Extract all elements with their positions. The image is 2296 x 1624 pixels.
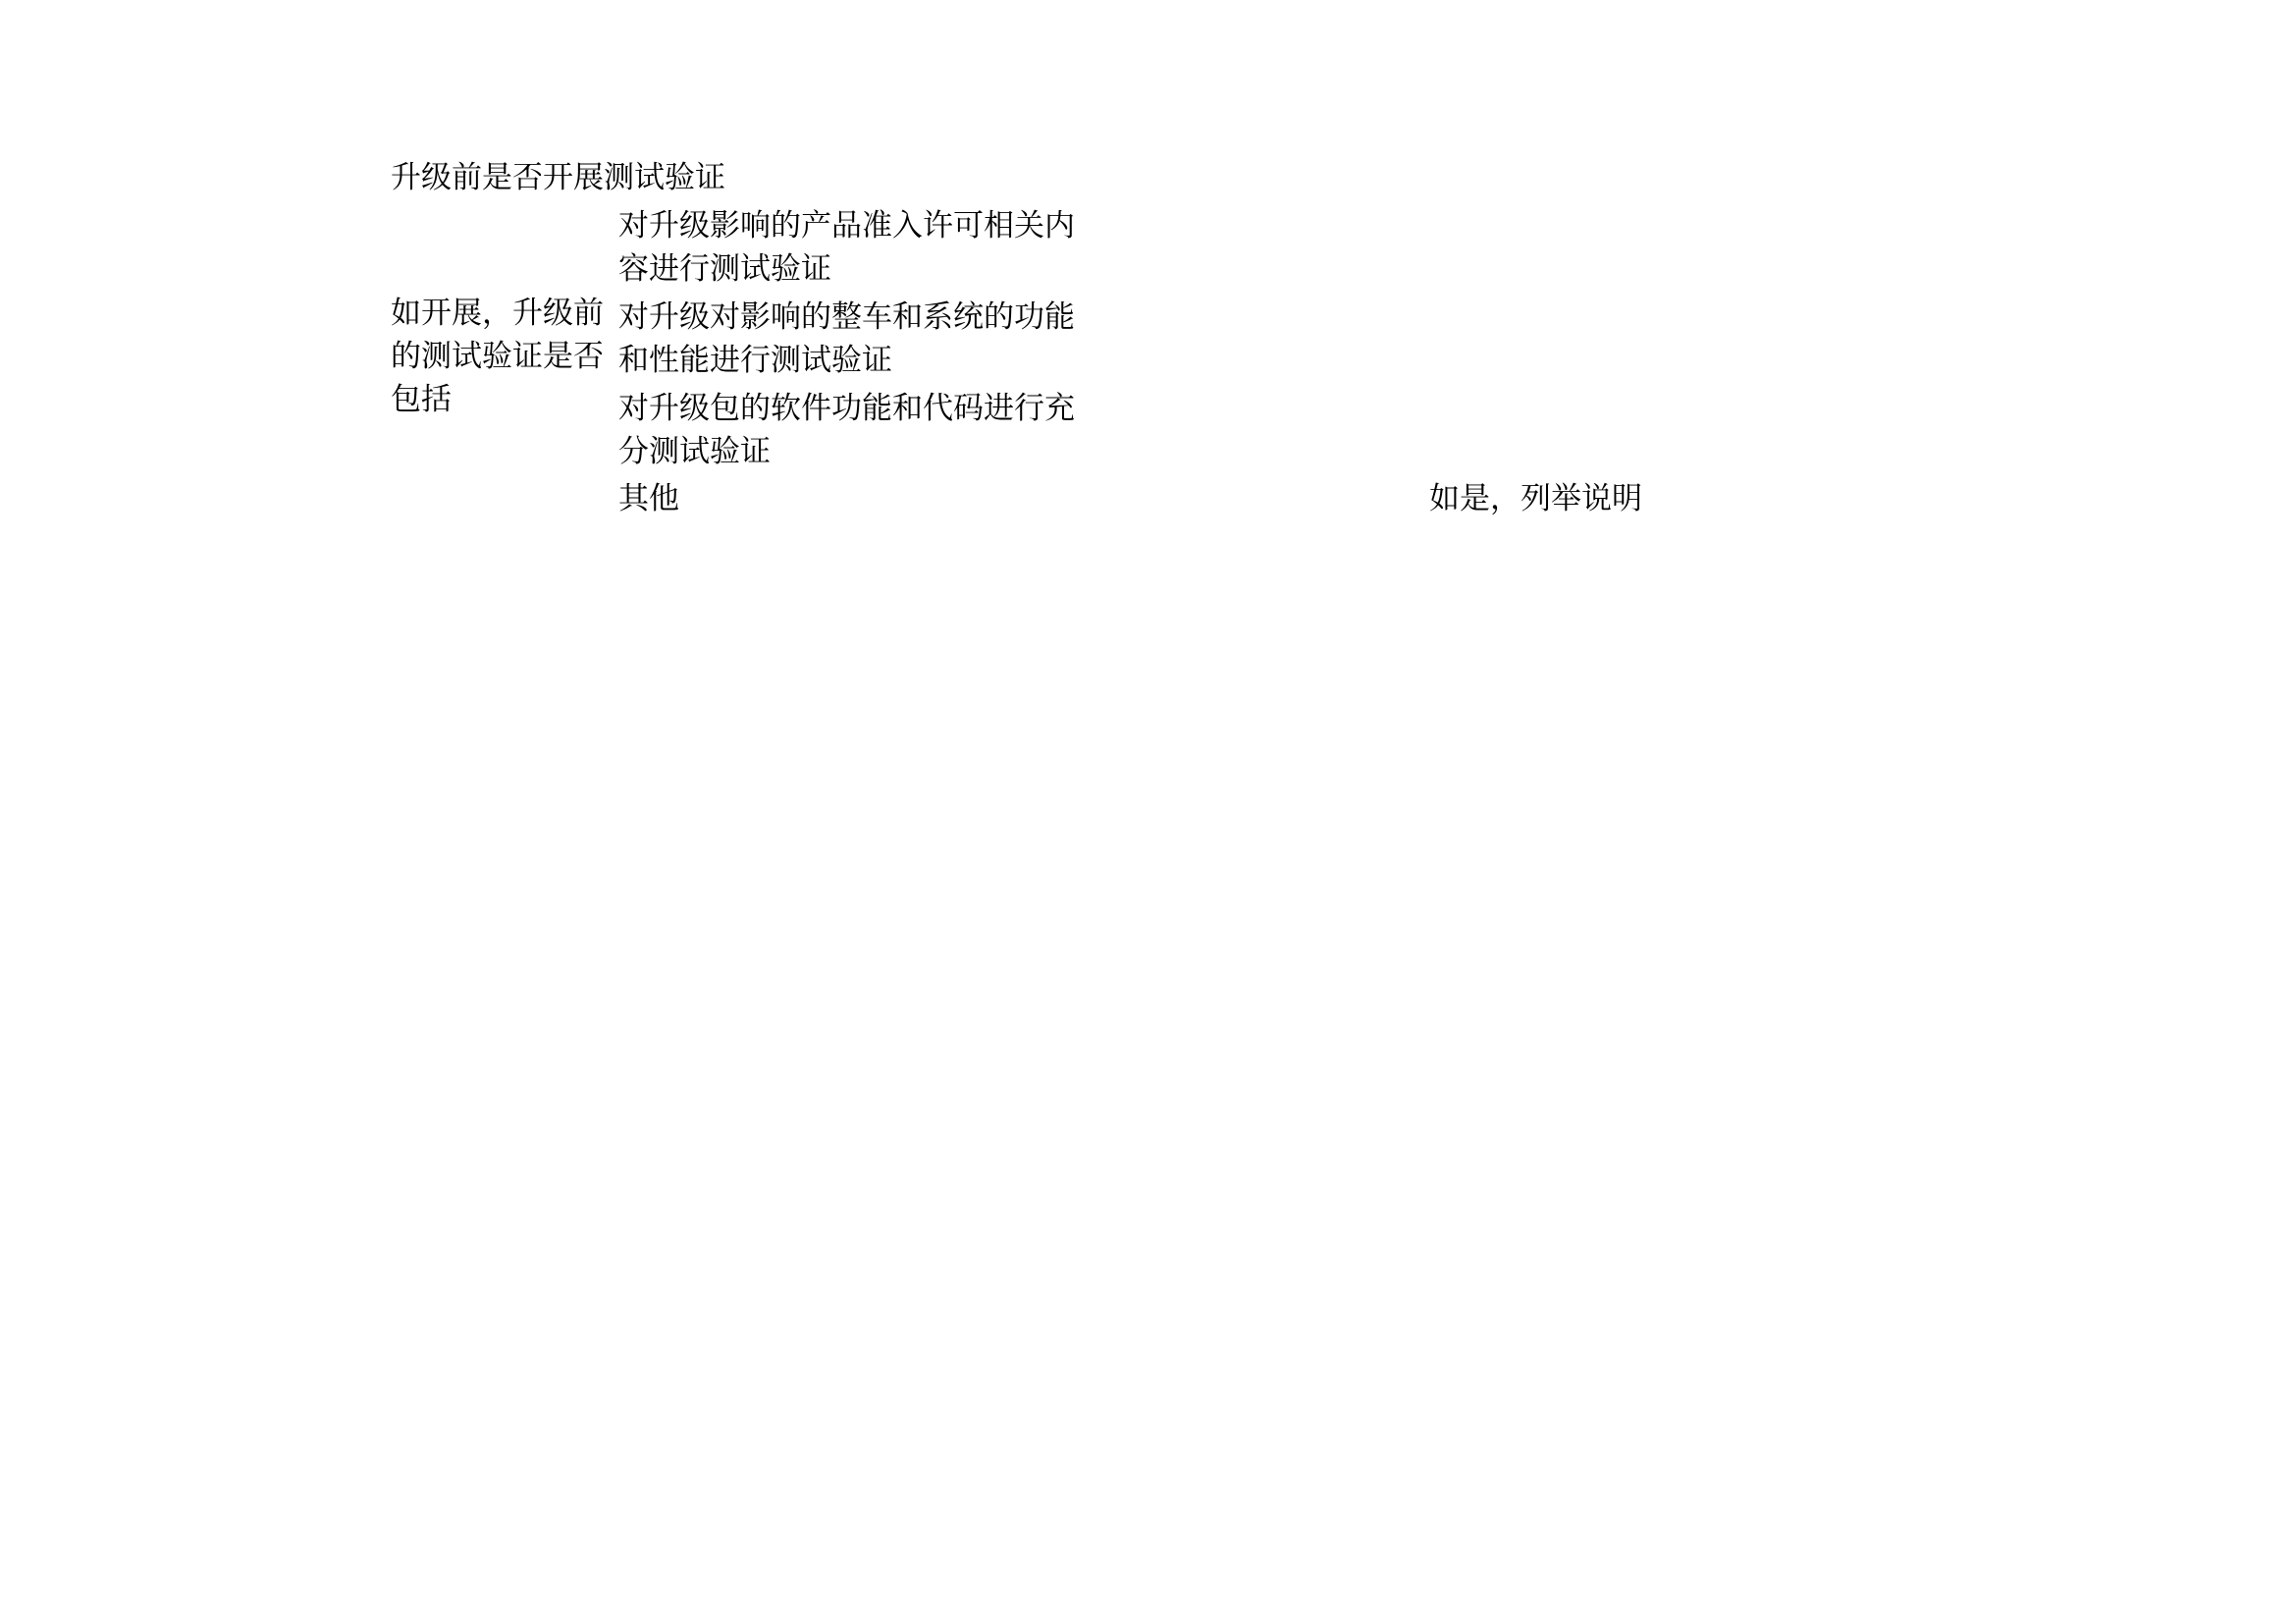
check-item bbox=[383, 154, 1099, 201]
cell-text-line: 对升级对影响的整车和系统的功能 bbox=[618, 298, 1075, 335]
cell-text-line: 如开展，升级前 bbox=[391, 296, 604, 331]
cell-text-line: 升级前是否开展测试验证 bbox=[391, 160, 725, 195]
cell-text-line: 分测试验证 bbox=[618, 433, 771, 469]
cell-text-line: 包括 bbox=[391, 382, 452, 417]
check-group-label bbox=[383, 201, 611, 521]
cell-text-line: 对升级包的软件功能和代码进行充 bbox=[618, 390, 1075, 426]
check-sub-item bbox=[611, 201, 1099, 293]
cell-text-line: 容进行测试验证 bbox=[618, 250, 831, 287]
cell-text-line: 和性能进行测试验证 bbox=[618, 342, 892, 378]
cell-text-line: 如是，列举说明 bbox=[1429, 480, 1642, 516]
check-sub-item bbox=[611, 384, 1099, 475]
cell-text-line: 对升级影响的产品准入许可相关内 bbox=[618, 207, 1075, 244]
cell-text-line: 的测试验证是否 bbox=[391, 339, 604, 374]
check-sub-item bbox=[611, 293, 1099, 384]
check-sub-item bbox=[611, 475, 1099, 521]
remark-cell bbox=[1421, 475, 2177, 521]
cell-text-line: 其他 bbox=[618, 480, 679, 516]
